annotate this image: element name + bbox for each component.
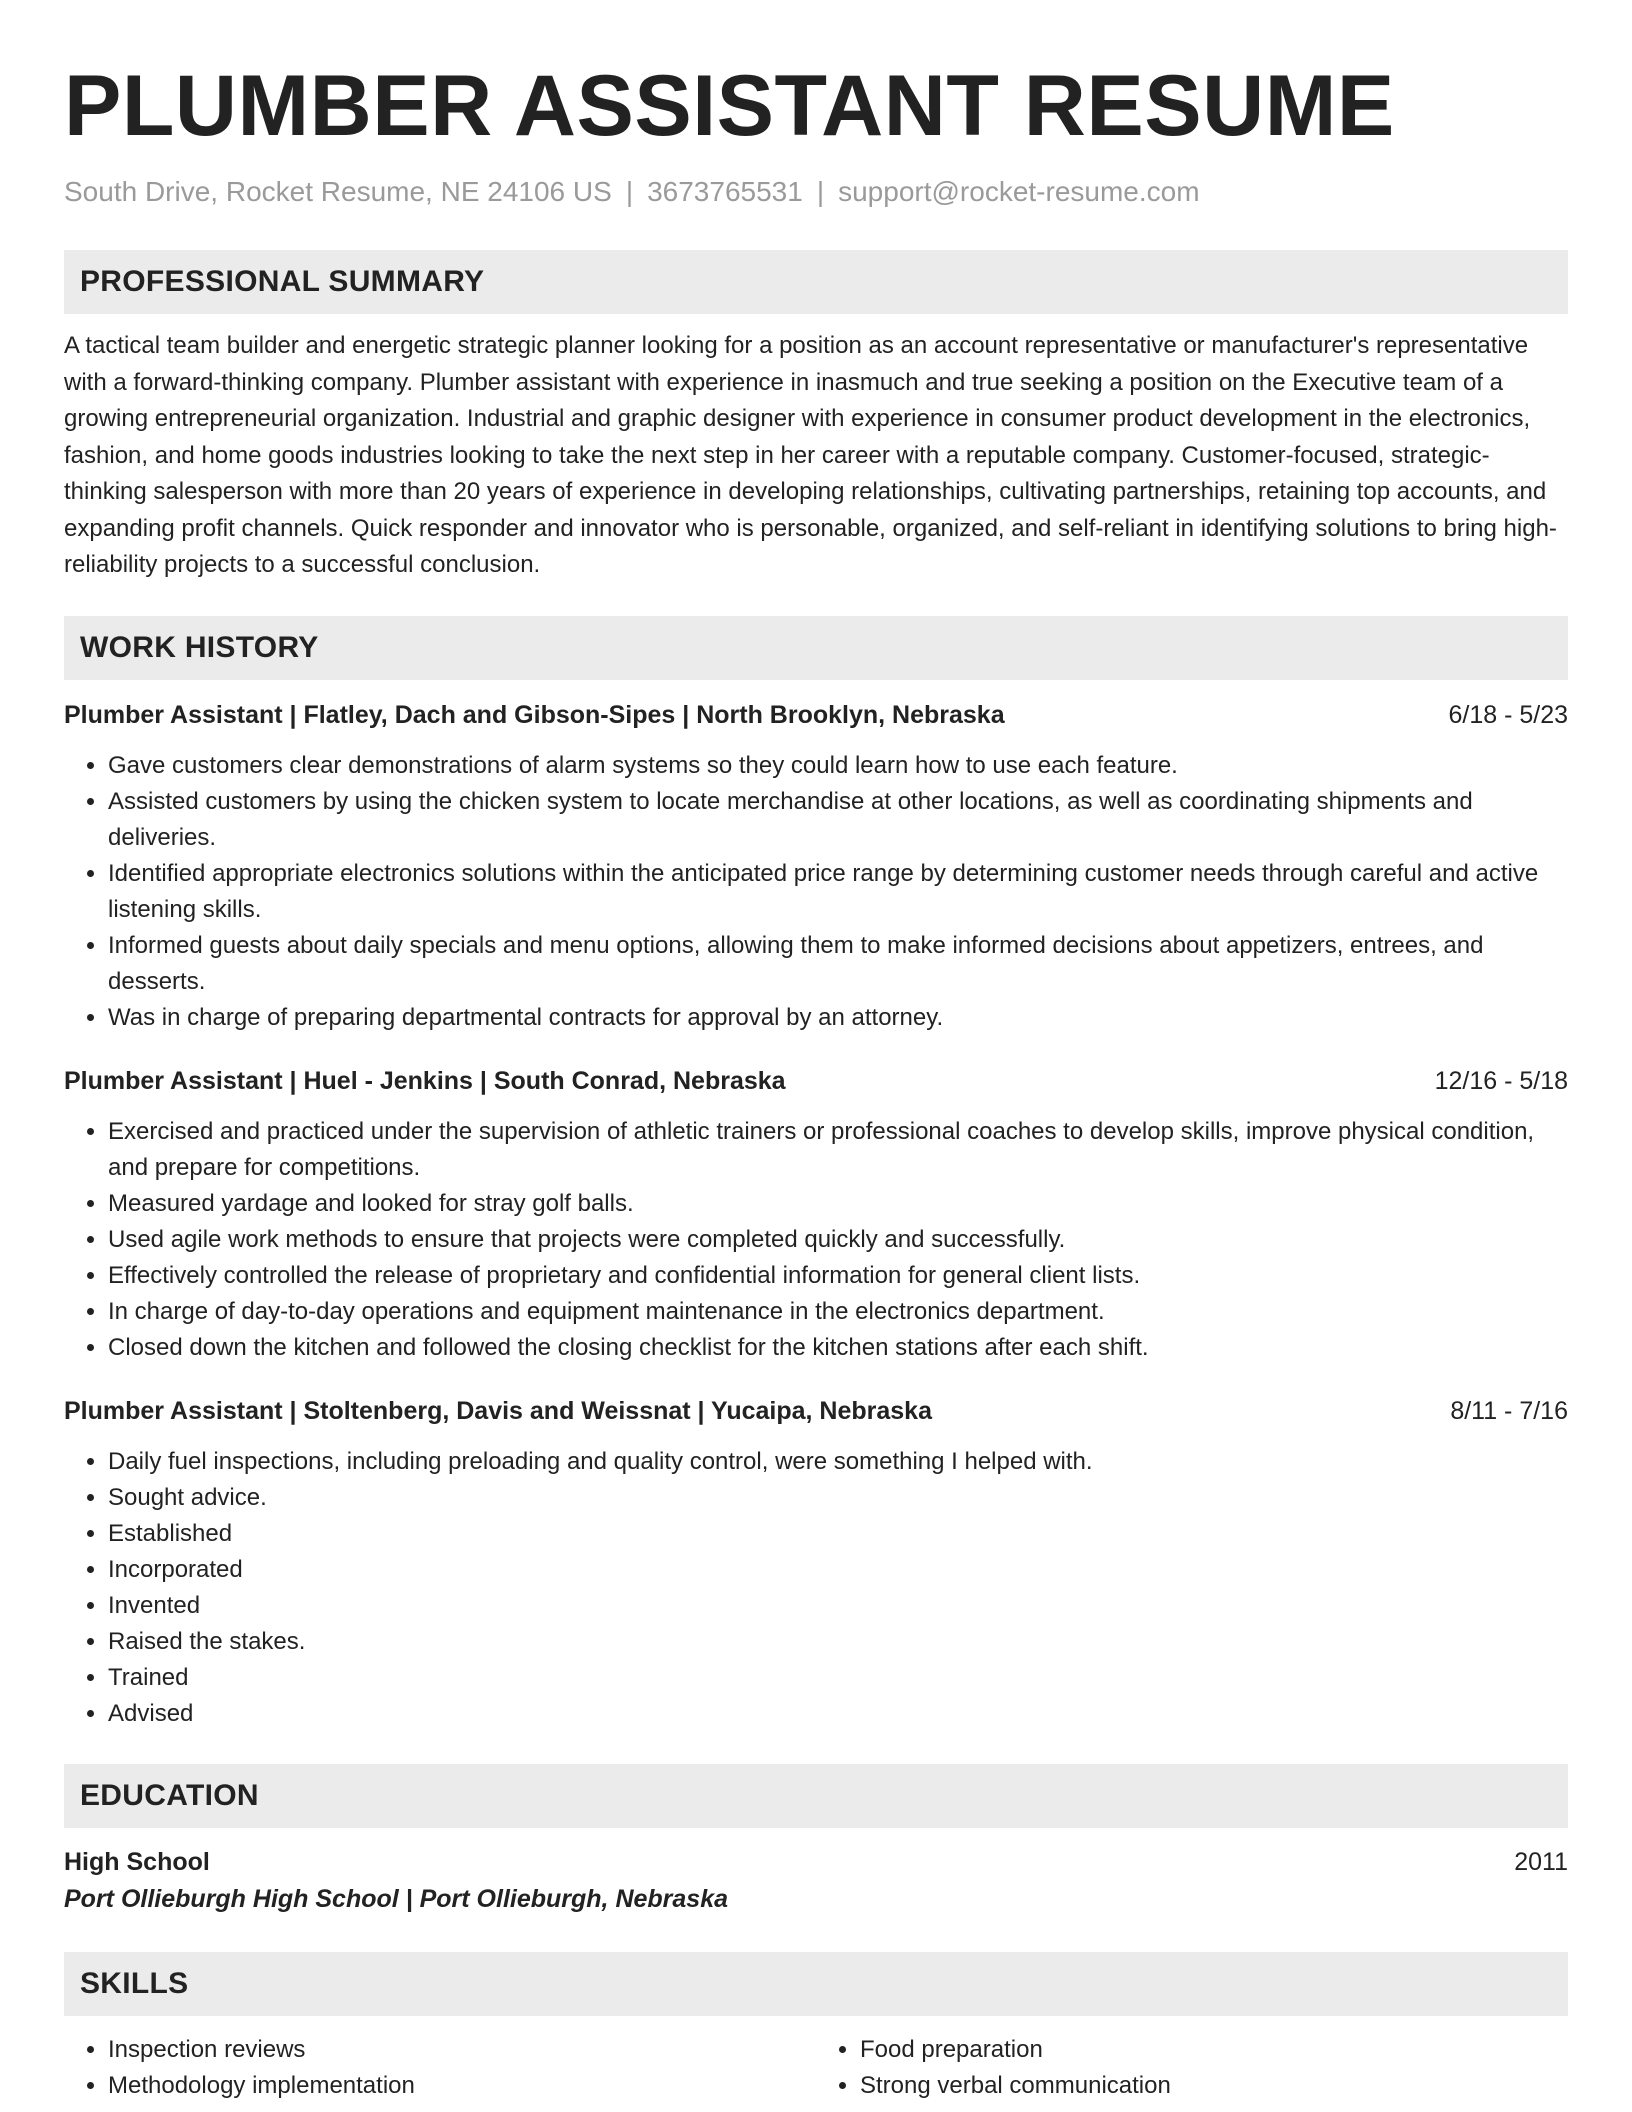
- job-bullet: • Informed guests about daily specials and menu options, allowing them to make informed decisions about appetizers, entrees, and desserts.: [108, 928, 1568, 1000]
- work-history-section: [64, 616, 1568, 1732]
- contact-address: South Drive, Rocket Resume, NE 24106 US: [64, 176, 612, 207]
- job-bullet: • Gave customers clear demonstrations of alarm systems so they could learn how to use each feature.: [108, 748, 1568, 784]
- contact-separator: |: [625, 176, 634, 207]
- education-header: [64, 1844, 1568, 1880]
- job-bullet: • Identified appropriate electronics solutions within the anticipated price range by determining customer needs through careful and active listening skills.: [108, 856, 1568, 928]
- summary-text: A tactical team builder and energetic strategic planner looking for a position as an account representative or manufacturer's representative with a forward-thinking company. Plumber assistant with experience in inasmuch and true seeking a position on the Executive team of a growing entrepreneurial organization. Industrial and graphic designer with experience in consumer product development in the electronics, fashion, and home goods industries looking to take the next step in her career with a reputable company. Customer-focused, strategic-thinking salesperson with more than 20 years of experience in developing relationships, cultivating partnerships, retaining top accounts, and expanding profit channels. Quick responder and innovator who is personable, organized, and self-reliant in identifying solutions to bring high-reliability projects to a successful conclusion.: [64, 332, 1557, 578]
- job-bullets: [64, 748, 1568, 1036]
- skill-item: • Inspection reviews: [108, 2032, 816, 2068]
- skills-list: [64, 2032, 816, 2104]
- job-bullet: • Was in charge of preparing departmental contracts for approval by an attorney.: [108, 1000, 1568, 1036]
- education-school: Port Ollieburgh High School | Port Ollieburgh, Nebraska: [64, 1884, 729, 1913]
- contact-separator: |: [816, 176, 825, 207]
- job-bullet: • Assisted customers by using the chicken system to locate merchandise at other locations, as well as coordinating shipments and deliveries.: [108, 784, 1568, 856]
- job-title: Plumber Assistant | Flatley, Dach and Gibson-Sipes | North Brooklyn, Nebraska: [64, 700, 1005, 729]
- job-entry: [64, 1394, 1568, 1732]
- education-section: [64, 1764, 1568, 1918]
- skills-heading: SKILLS: [64, 1952, 1568, 2016]
- job-header: [64, 1064, 1568, 1098]
- page-title: PLUMBER ASSISTANT RESUME: [64, 58, 1395, 154]
- job-dates: 6/18 - 5/23: [1448, 700, 1568, 729]
- job-bullet: • Invented: [108, 1588, 1568, 1624]
- job-bullet: • Effectively controlled the release of proprietary and confidential information for general client lists.: [108, 1258, 1568, 1294]
- job-bullet: • Established: [108, 1516, 1568, 1552]
- job-dates: 12/16 - 5/18: [1434, 1066, 1568, 1095]
- job-dates: 8/11 - 7/16: [1450, 1396, 1568, 1425]
- job-entry: [64, 698, 1568, 1036]
- skills-grid: [64, 2032, 1568, 2104]
- job-header: [64, 1394, 1568, 1428]
- skill-item: • Strong verbal communication: [860, 2068, 1568, 2104]
- job-bullet: • Daily fuel inspections, including preloading and quality control, were something I helped with.: [108, 1444, 1568, 1480]
- job-bullet: • Measured yardage and looked for stray golf balls.: [108, 1186, 1568, 1222]
- skills-column-right: [816, 2032, 1568, 2104]
- job-bullets: [64, 1444, 1568, 1732]
- education-year: 2011: [1514, 1847, 1568, 1876]
- education-entry: [64, 1844, 1568, 1918]
- job-bullet: • Incorporated: [108, 1552, 1568, 1588]
- work-history-heading: WORK HISTORY: [64, 616, 1568, 680]
- job-title: Plumber Assistant | Stoltenberg, Davis and Weissnat | Yucaipa, Nebraska: [64, 1396, 932, 1425]
- skill-item: • Food preparation: [860, 2032, 1568, 2068]
- job-bullets: [64, 1114, 1568, 1366]
- contact-email: support@rocket-resume.com: [838, 176, 1200, 207]
- job-header: [64, 698, 1568, 732]
- contact-line: [64, 174, 1568, 210]
- skills-list: [816, 2032, 1568, 2104]
- education-heading: EDUCATION: [64, 1764, 1568, 1828]
- education-degree: High School: [64, 1847, 210, 1876]
- summary-section: [64, 250, 1568, 584]
- job-bullet: • Advised: [108, 1696, 1568, 1732]
- job-bullet: • Exercised and practiced under the supervision of athletic trainers or professional coaches to develop skills, improve physical condition, and prepare for competitions.: [108, 1114, 1568, 1186]
- job-entry: [64, 1064, 1568, 1366]
- contact-phone: 3673765531: [647, 176, 803, 207]
- job-bullet: • Trained: [108, 1660, 1568, 1696]
- job-bullet: • Sought advice.: [108, 1480, 1568, 1516]
- summary-heading: PROFESSIONAL SUMMARY: [64, 250, 1568, 314]
- skill-item: • Methodology implementation: [108, 2068, 816, 2104]
- job-bullet: • Raised the stakes.: [108, 1624, 1568, 1660]
- job-bullet: • Closed down the kitchen and followed the closing checklist for the kitchen stations after each shift.: [108, 1330, 1568, 1366]
- skills-column-left: [64, 2032, 816, 2104]
- job-bullet: • In charge of day-to-day operations and equipment maintenance in the electronics department.: [108, 1294, 1568, 1330]
- skills-section: [64, 1952, 1568, 2104]
- job-bullet: • Used agile work methods to ensure that projects were completed quickly and successfully.: [108, 1222, 1568, 1258]
- job-title: Plumber Assistant | Huel - Jenkins | South Conrad, Nebraska: [64, 1066, 786, 1095]
